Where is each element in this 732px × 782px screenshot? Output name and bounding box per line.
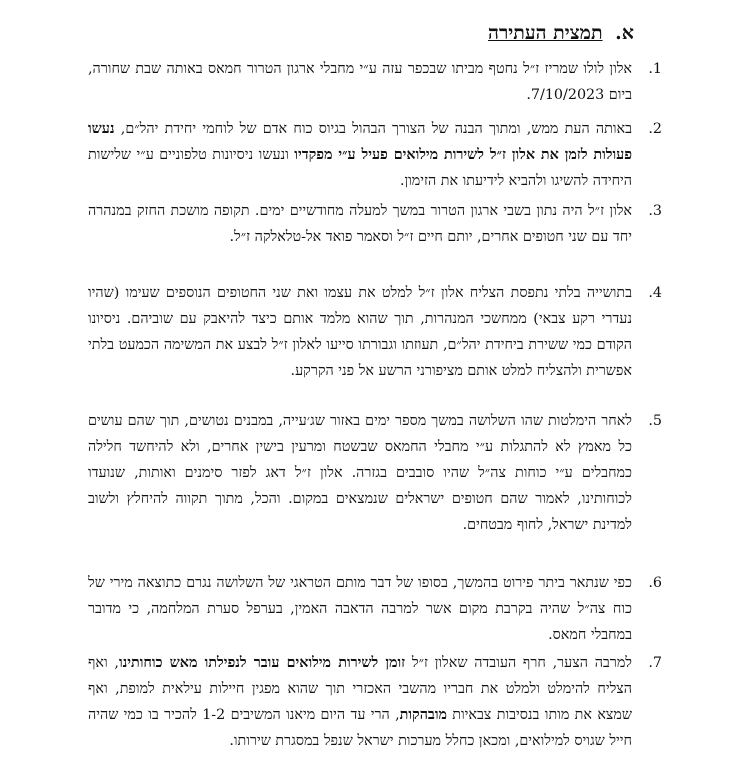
paragraph-text-part: לאחר הימלטות שהו השלושה במשך מספר ימים באזור שג׳עייה, במבנים נטושים, תוך שהם עושים כל מאמץ לא להתגלות ע״י מחבלי החמאס שבשטח ומרעין בישין אחרים, ולא להיחשד חלילה כמחבלים ע״י כוחות צה״ל שהיו סובבים בגזרה. אלון ז״ל דאג לפזר סימנים ואותות, שנועדו לכוחותינו, לאמור שהם חטופים ישראלים שנמצאים במקום. והכל, מתוך תקווה להיחלץ ולשוב למדינת ישראל, לחוף מבטחים. (88, 413, 632, 533)
paragraph-2 (88, 116, 662, 194)
paragraph-text-bold: נעשו פעולות לזמן את אלון ז״ל לשירות מילואים פעיל ע״י מפקדיו (88, 121, 632, 163)
paragraph-1 (88, 56, 662, 108)
paragraph-number: 6. (648, 575, 662, 591)
paragraph-text-part: בתושייה בלתי נתפסת הצליח אלון ז״ל למלט את עצמו ואת שני החטופים הנוספים שעימו (שהיו נעדרי רקע צבאי) ממחשכי המנהרות, תוך שהוא מלמד אותם כיצד להיאבק עם שוביהם. ניסיונו הקודם כמי ששירת ביחידת יהל״ם, תעוזתו וגבורתו סייעו לאלון ז״ל לבצע את המשימה הכמעט בלתי אפשרית ולהצליח למלט אותם מציפורני הרשע אל פני הקרקע. (88, 285, 632, 379)
paragraph-text (88, 280, 632, 384)
paragraph-text-part: ונעשו ניסיונות טלפוניים ע״י שלישות היחידה להשיגו ולהביא לידיעתו את הזימון. (88, 147, 632, 189)
paragraph-text-part: אלון לולו שמריז ז״ל נחטף מביתו שבכפר עזה ע״י מחבלי ארגון הטרור חמאס באותה שבת שחורה, ביום 7/10/2023. (88, 61, 632, 103)
paragraph-text (88, 198, 632, 250)
paragraph-4 (88, 280, 662, 384)
paragraph-text-part: כפי שנתאר ביתר פירוט בהמשך, בסופו של דבר מותם הטראגי של השלושה נגרם כתוצאה מירי של כוח צה״ל שהיה בקרבת מקום אשר למרבה הדאבה האמין, בערפל סערת המלחמה, כי מדובר במחבלי חמאס. (88, 575, 632, 643)
paragraph-text-bold: מובהקות (399, 707, 447, 723)
section-title: תמצית העתירה (488, 22, 603, 44)
paragraph-6 (88, 570, 662, 648)
paragraph-text (88, 56, 632, 108)
paragraph-text-part: באותה העת ממש, ומתוך הבנה של הצורך הבהול בגיוס כוח אדם של לוחמי יחידת יהל״ם, (114, 121, 632, 137)
paragraph-text (88, 650, 632, 754)
paragraph-number: 2. (648, 121, 662, 137)
paragraph-5 (88, 408, 662, 538)
paragraph-3 (88, 198, 662, 250)
paragraph-number: 5. (648, 413, 662, 429)
paragraph-text (88, 408, 632, 538)
paragraph-text-part: אלון ז״ל היה נתון בשבי ארגון הטרור במשך למעלה מחודשיים ימים. תקופה מושכת החזק במנהרה יחד עם שני חטופים אחרים, יותם חיים ז״ל וסאמר פואד אל-טלאלקה ז״ל. (88, 203, 632, 245)
paragraph-number: 3. (648, 203, 662, 219)
paragraph-number: 1. (648, 61, 662, 77)
paragraph-text (88, 116, 632, 194)
paragraph-text-part: למרבה הצער, חרף העובדה שאלון ז״ל (405, 655, 632, 671)
section-letter: א. (615, 22, 634, 44)
paragraph-number: 7. (648, 655, 662, 671)
paragraph-text-bold: זומן לשירות מילואים עובר לנפילתו מאש כוחותינו (118, 655, 406, 671)
paragraph-number: 4. (648, 285, 662, 301)
paragraph-text-part: , הרי עד היום מיאנו המשיבים 1-2 להכיר בו כמי שהיה חייל שגויס למילואים, ומכאן כחלל מערכות ישראל שנפל במסגרת שירותו. (88, 707, 632, 749)
paragraph-7 (88, 650, 662, 754)
paragraph-text (88, 570, 632, 648)
section-heading (488, 20, 634, 46)
paragraph-text-part: , ואף הצליח להימלט ולמלט את חבריו מהשבי האכזרי תוך שהוא מפגין חיילות עילאית למופת, ואף שמצא את מותו בנסיבות צבאיות (88, 655, 632, 723)
